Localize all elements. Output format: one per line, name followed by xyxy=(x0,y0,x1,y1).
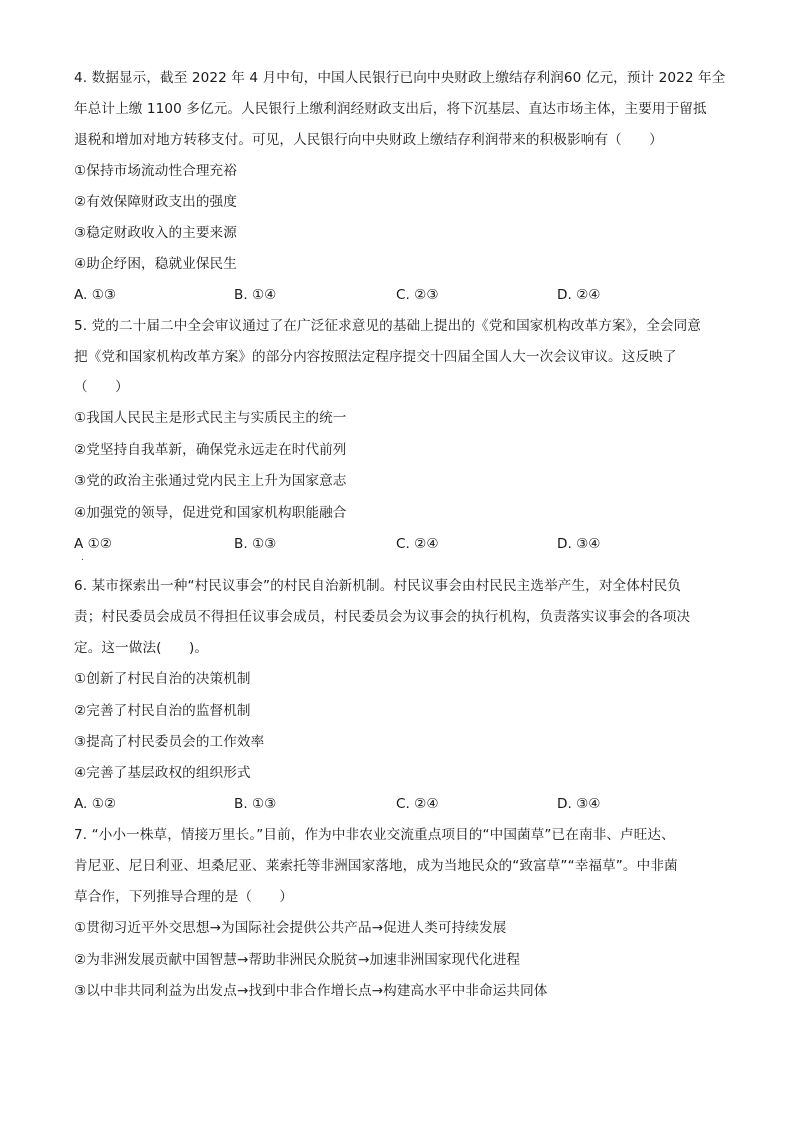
q6-stem-line-1: 6. 某市探索出一种“村民议事会”的村民自治新机制。村民议事会由村民民主选举产生，对全体村民负 xyxy=(74,578,682,594)
q4-stem-line-3: 退税和增加对地方转移支付。可见，人民银行向中央财政上缴结存利润带来的积极影响有（ ） xyxy=(74,132,663,148)
q5-item-2: ②党坚持自我革新，确保党永远走在时代前列 xyxy=(74,442,347,458)
q4-item-3: ③稳定财政收入的主要来源 xyxy=(74,225,237,241)
q6-item-4: ④完善了基层政权的组织形式 xyxy=(74,765,251,781)
q5-item-3: ③党的政治主张通过党内民主上升为国家意志 xyxy=(74,473,347,489)
q5-item-1: ①我国人民民主是形式民主与实质民主的统一 xyxy=(74,410,347,426)
q6-option-a[interactable]: A. ①② xyxy=(74,796,117,812)
q4-option-b[interactable]: B. ①④ xyxy=(234,287,277,303)
q5-stem-line-2: 把《党和国家机构改革方案》的部分内容按照法定程序提交十四届全国人大一次会议审议。这反映了 xyxy=(74,349,677,365)
q7-stem-line-1: 7. “小小一株草，情接万里长。”目前，作为中非农业交流重点项目的“中国菌草”已在南非、卢旺达、 xyxy=(74,827,675,843)
q7-stem-line-2: 肯尼亚、尼日利亚、坦桑尼亚、莱索托等非洲国家落地，成为当地民众的“致富草”“幸福草”。中非菌 xyxy=(74,858,678,874)
scan-dot: . xyxy=(81,553,84,563)
q5-option-a[interactable]: A ①② xyxy=(74,536,112,552)
q4-option-a[interactable]: A. ①③ xyxy=(74,287,117,303)
q7-stem-line-3: 草合作，下列推导合理的是（ ） xyxy=(74,889,294,905)
q7-item-3: ③以中非共同利益为出发点→找到中非合作增长点→构建高水平中非命运共同体 xyxy=(74,983,548,999)
q5-option-d[interactable]: D. ③④ xyxy=(557,536,601,552)
q6-option-d[interactable]: D. ③④ xyxy=(557,796,601,812)
q6-option-c[interactable]: C. ②④ xyxy=(396,796,439,812)
q5-stem-line-3: （ ） xyxy=(74,379,129,395)
q6-item-3: ③提高了村民委员会的工作效率 xyxy=(74,734,265,750)
q4-item-2: ②有效保障财政支出的强度 xyxy=(74,194,237,210)
q5-stem-line-1: 5. 党的二十届二中全会审议通过了在广泛征求意见的基础上提出的《党和国家机构改革方案》，全会同意 xyxy=(74,318,702,334)
q7-item-1: ①贯彻习近平外交思想→为国际社会提供公共产品→促进人类可持续发展 xyxy=(74,920,507,936)
q5-option-b[interactable]: B. ①③ xyxy=(234,536,277,552)
q6-option-b[interactable]: B. ①③ xyxy=(234,796,277,812)
q5-option-c[interactable]: C. ②④ xyxy=(396,536,439,552)
q4-option-c[interactable]: C. ②③ xyxy=(396,287,439,303)
q4-item-1: ①保持市场流动性合理充裕 xyxy=(74,163,237,179)
q6-item-2: ②完善了村民自治的监督机制 xyxy=(74,703,251,719)
q4-stem-line-1: 4. 数据显示，截至 2022 年 4 月中旬，中国人民银行已向中央财政上缴结存利润60 亿元，预计 2022 年全 xyxy=(74,70,726,86)
q4-option-d[interactable]: D. ②④ xyxy=(557,287,601,303)
q6-stem-line-2: 责；村民委员会成员不得担任议事会成员，村民委员会为议事会的执行机构，负责落实议事会的各项决 xyxy=(74,609,691,625)
q5-item-4: ④加强党的领导，促进党和国家机构职能融合 xyxy=(74,505,347,521)
q4-stem-line-2: 年总计上缴 1100 多亿元。人民银行上缴利润经财政支出后，将下沉基层、直达市场主体，主要用于留抵 xyxy=(74,101,707,117)
q6-stem-line-3: 定。这一做法( )。 xyxy=(74,640,209,656)
q6-item-1: ①创新了村民自治的决策机制 xyxy=(74,671,251,687)
q4-item-4: ④助企纾困，稳就业保民生 xyxy=(74,256,237,272)
q7-item-2: ②为非洲发展贡献中国智慧→帮助非洲民众脱贫→加速非洲国家现代化进程 xyxy=(74,952,521,968)
